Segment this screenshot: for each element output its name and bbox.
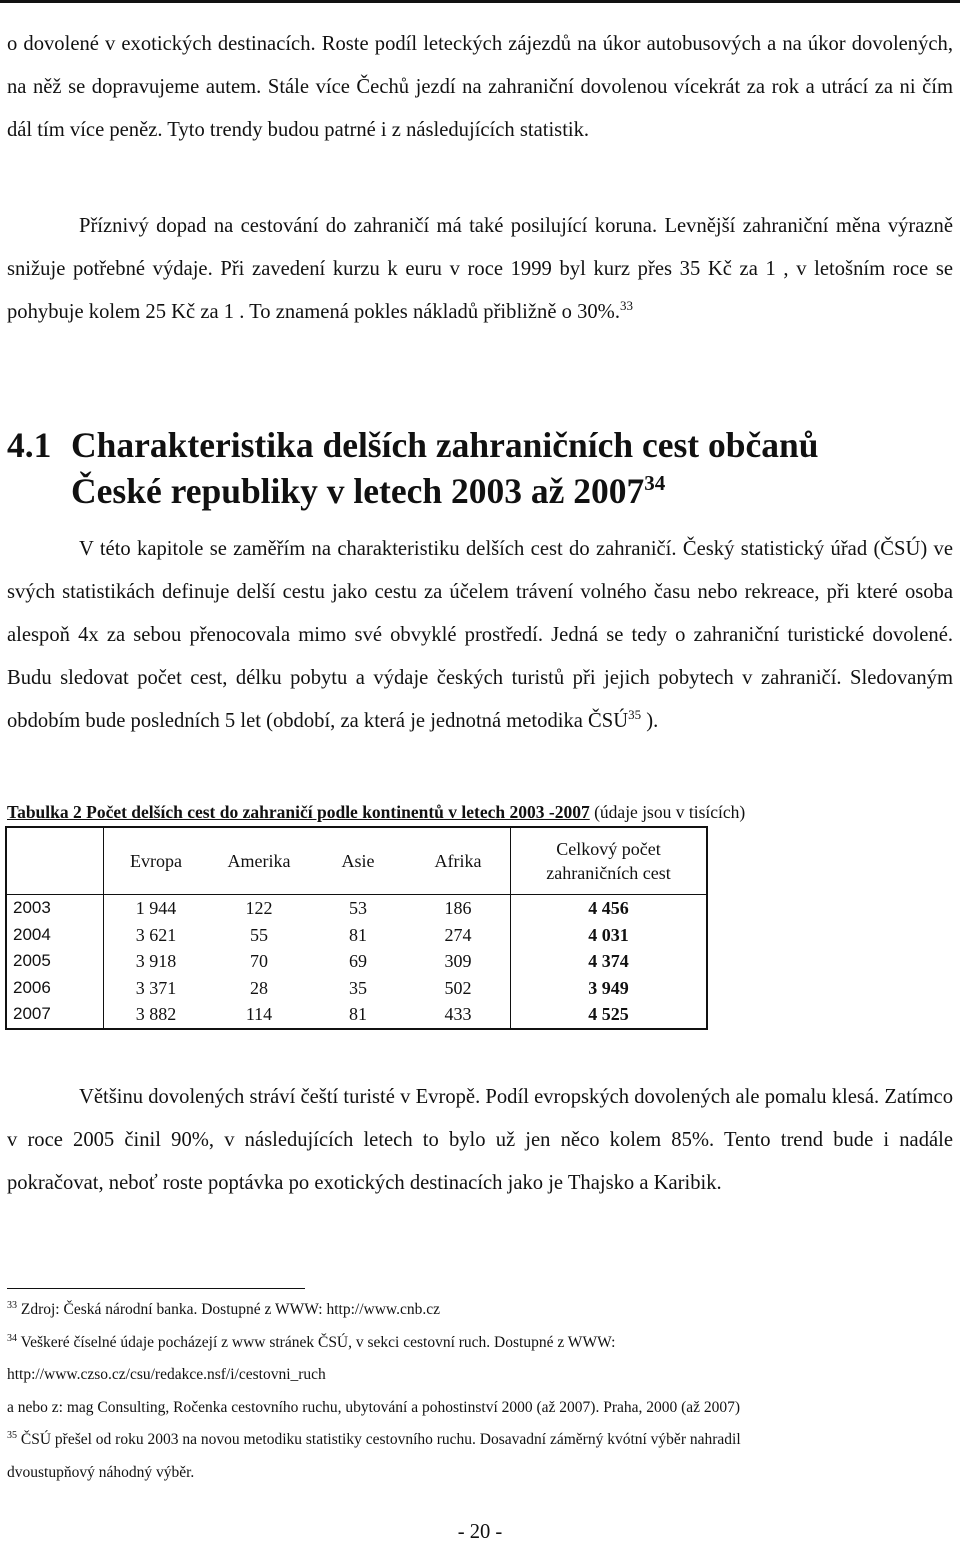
paragraph-4: Většinu dovolených stráví čeští turisté v Evropě. Podíl evropských dovolených ale pomalu klesá. Zatímco v roce 2005 činil 90%, v následujících letech to bylo už jen něco kolem 85%. Tento trend bude i nadále pokračovat, neboť roste poptávka po exotických destinacích jako je Thajsko a Karibik. bbox=[7, 1086, 953, 1194]
table-header-row bbox=[6, 827, 707, 895]
table-caption-title: Tabulka 2 Počet delších cest do zahraničí podle kontinentů v letech 2003 -2007 bbox=[7, 802, 590, 822]
page-number: - 20 - bbox=[457, 1521, 503, 1543]
footnote-34-link[interactable]: http://www.czso.cz/csu/redakce.nsf/i/cestovni_ruch bbox=[7, 1366, 326, 1383]
cell-america: 122 bbox=[245, 898, 273, 919]
header-cell-america: Amerika bbox=[208, 827, 310, 895]
footnote-ref-34[interactable]: 34 bbox=[644, 471, 666, 496]
section-heading bbox=[7, 422, 953, 514]
cell-year: 2005 bbox=[6, 948, 104, 975]
cell-america: 70 bbox=[250, 951, 268, 972]
table-row bbox=[6, 1001, 707, 1029]
cell-total: 4 031 bbox=[511, 922, 708, 949]
header-cell-asia: Asie bbox=[310, 827, 406, 895]
heading-line-1: Charakteristika delších zahraničních cest občanů bbox=[71, 425, 819, 465]
header-cell-year bbox=[6, 827, 104, 895]
header-cell-europe: Evropa bbox=[104, 827, 209, 895]
cell-africa: 309 bbox=[444, 951, 472, 972]
cell-total: 4 456 bbox=[511, 895, 708, 922]
cell-year: 2003 bbox=[6, 895, 104, 922]
cell-africa: 433 bbox=[444, 1004, 472, 1025]
cell-asia: 35 bbox=[349, 977, 367, 998]
cell-america: 55 bbox=[250, 924, 268, 945]
footnote-33: $^{33}$ Zdroj: Česká národní banka. Dostupné z WWW: http://www.cnb.cz bbox=[7, 1299, 440, 1318]
heading-line-2: České republiky v letech 2003 až 2007 bbox=[71, 471, 645, 511]
paragraph-3: V této kapitole se zaměřím na charakteristiku delších cest do zahraničí. Český statistický úřad (ČSÚ) ve svých statistikách definuje delší cestu jako cestu za účelem trávení volného času nebo rekreace, při které osoba alespoň 4x za sebou přenocovala mimo své obvyklé prostředí. Jedná se tedy o zahraniční turistické dovolené. Budu sledovat počet cest, délku pobytu a výdaje českých turistů při jejich pobytech v zahraničí. Sledovaným obdobím bude posledních 5 let (období, za která je jednotná metodika ČSÚ$^{35}$ ). bbox=[7, 538, 953, 732]
table-row bbox=[6, 895, 707, 922]
cell-africa: 502 bbox=[444, 977, 472, 998]
cell-america: 28 bbox=[250, 977, 268, 998]
cell-africa: 186 bbox=[444, 898, 472, 919]
section-number: 4.1 bbox=[7, 425, 52, 465]
table-caption bbox=[7, 800, 957, 824]
cell-total: 4 374 bbox=[511, 948, 708, 975]
header-cell-total: Celkový počet zahraničních cest bbox=[511, 827, 708, 895]
footnote-ref-33[interactable]: 33 bbox=[619, 298, 633, 314]
cell-asia: 69 bbox=[349, 951, 367, 972]
top-rule bbox=[0, 0, 960, 3]
cell-asia: 53 bbox=[349, 898, 367, 919]
cell-america: 114 bbox=[245, 1004, 273, 1025]
cell-europe: 3 918 bbox=[135, 951, 177, 972]
data-table bbox=[5, 826, 708, 1030]
table-caption-note: (údaje jsou v tisících) bbox=[589, 802, 746, 822]
cell-total: 3 949 bbox=[511, 975, 708, 1002]
cell-year: 2007 bbox=[6, 1001, 104, 1029]
cell-total: 4 525 bbox=[511, 1001, 708, 1029]
footnote-34: $^{34}$ Veškeré číselné údaje pocházejí z www stránek ČSÚ, v sekci cestovní ruch. Dostupné z WWW: bbox=[7, 1332, 616, 1351]
cell-europe: 3 882 bbox=[135, 1004, 177, 1025]
table-row bbox=[6, 922, 707, 949]
cell-europe: 3 621 bbox=[135, 924, 177, 945]
cell-asia: 81 bbox=[349, 1004, 367, 1025]
cell-year: 2004 bbox=[6, 922, 104, 949]
footnote-35: $^{35}$ ČSÚ přešel od roku 2003 na novou metodiku statistiky cestovního ruchu. Dosavadní záměrný kvótní výběr nahradil bbox=[7, 1429, 741, 1448]
footnote-separator bbox=[7, 1288, 305, 1289]
paragraph-2: Příznivý dopad na cestování do zahraničí má také posilující koruna. Levnější zahraniční měna výrazně snižuje potřebné výdaje. Při zavedení kurzu k euru v roce 1999 byl kurz přes 35 Kč za 1 , v letošním roce se pohybuje kolem 25 Kč za 1 . To znamená pokles nákladů přibližně o 30%.$^{33}$ bbox=[7, 215, 953, 323]
cell-year: 2006 bbox=[6, 975, 104, 1002]
paragraph-1: o dovolené v exotických destinacích. Roste podíl leteckých zájezdů na úkor autobusových a na úkor dovolených, na něž se dopravujeme autem. Stále více Čechů jezdí na zahraniční dovolenou vícekrát za rok a utrácí za ni čím dál tím více peněz. Tyto trendy budou patrné i z následujících statistik. bbox=[7, 33, 953, 141]
cell-europe: 3 371 bbox=[135, 977, 177, 998]
footnote-35-continued: dvoustupňový náhodný výběr. bbox=[7, 1463, 195, 1481]
footnote-ref-35[interactable]: 35 bbox=[628, 707, 642, 723]
table-row bbox=[6, 975, 707, 1002]
table-row bbox=[6, 948, 707, 975]
cell-asia: 81 bbox=[349, 924, 367, 945]
cell-africa: 274 bbox=[444, 924, 472, 945]
cell-europe: 1 944 bbox=[135, 898, 177, 919]
footnote-34-continued: a nebo z: mag Consulting, Ročenka cestovního ruchu, ubytování a pohostinství 2000 (až 2007). Praha, 2000 (až 2007) bbox=[7, 1398, 741, 1416]
header-cell-africa: Afrika bbox=[406, 827, 511, 895]
footnotes bbox=[7, 1294, 957, 1489]
